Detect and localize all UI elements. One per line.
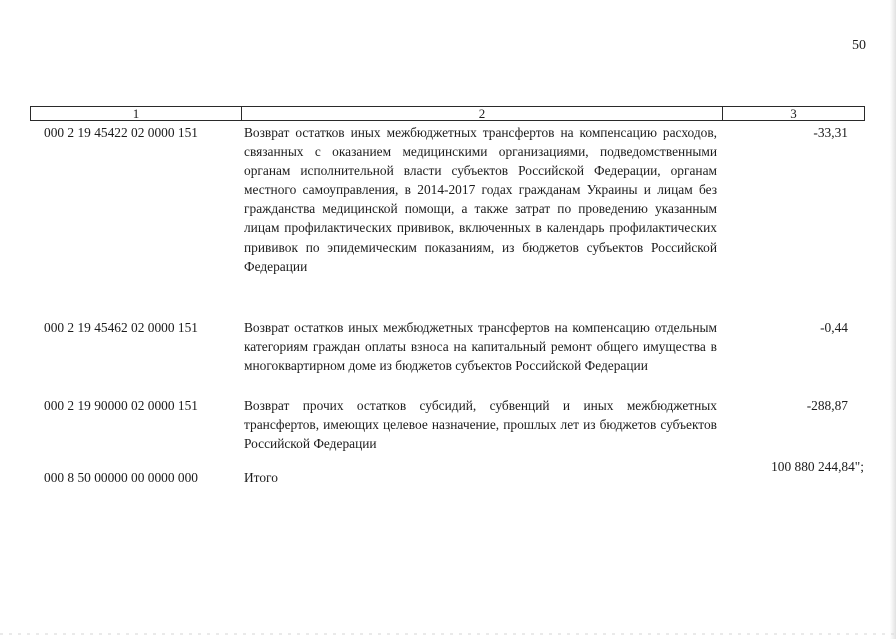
row-code: 000 2 19 45422 02 0000 151 — [44, 125, 198, 140]
row-code: 000 2 19 45462 02 0000 151 — [44, 320, 198, 335]
row-amount: -288,87 — [806, 398, 848, 413]
row-code: 000 2 19 90000 02 0000 151 — [44, 398, 198, 413]
row-description: Возврат остатков иных межбюджетных трансфертов на компенсацию отдельным категориям граждан оплаты взноса на капитальный ремонт общего имущества в многоквартирном доме из бюджетов субъектов Российской Федерации — [244, 320, 717, 374]
scan-bottom-noise — [0, 633, 896, 635]
scan-edge-shadow — [890, 0, 896, 639]
row-amount: -33,31 — [813, 125, 848, 140]
header-cell-2: 2 — [242, 107, 723, 120]
table-header — [30, 106, 865, 121]
total-label: Итого — [244, 470, 278, 485]
header-cell-3: 3 — [790, 106, 797, 121]
row-description: Возврат остатков иных межбюджетных трансфертов на компенсацию расходов, связанных с оказанием медицинскими организациями, подведомственными органам исполнительной власти субъектов Российской Федерации, органам местного самоуправления, в 2014-2017 годах гражданам Украины и лицам без гражданства медицинской помощи, а также затрат по проведению указанным лицам профилактических прививок, включенных в календарь профилактических прививок по эпидемическим показаниям, из бюджетов субъектов Российской Федерации — [244, 125, 717, 274]
header-cell-1: 1 — [31, 107, 242, 120]
row-amount: -0,44 — [820, 320, 848, 335]
total-amount: 100 880 244,84"; — [771, 459, 864, 474]
total-code: 000 8 50 00000 00 0000 000 — [44, 470, 198, 485]
page-number: 50 — [852, 38, 866, 53]
row-description: Возврат прочих остатков субсидий, субвенций и иных межбюджетных трансфертов, имеющих целевое назначение, прошлых лет из бюджетов субъектов Российской Федерации — [244, 398, 717, 452]
